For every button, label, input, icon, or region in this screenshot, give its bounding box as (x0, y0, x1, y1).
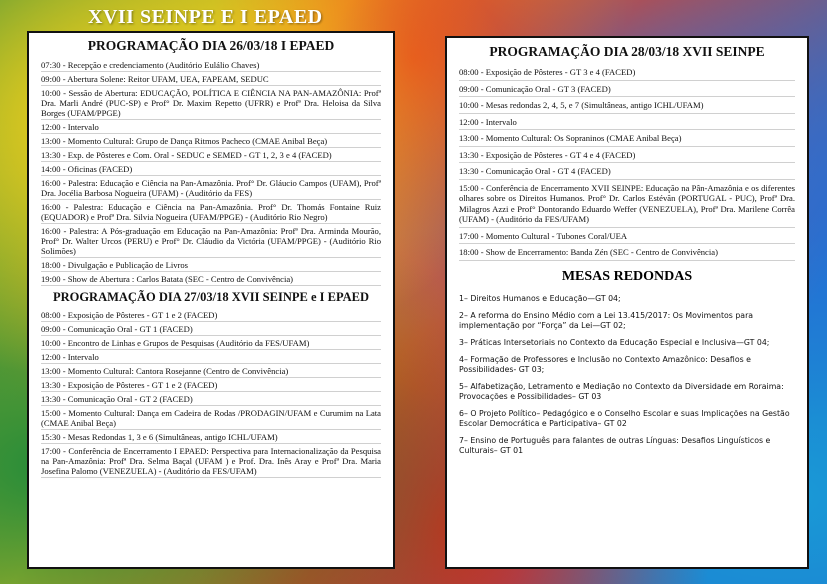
schedule-item: 15:30 - Mesas Redondas 1, 3 e 6 (Simultâneas, antigo ICHL/UFAM) (41, 430, 381, 444)
program-panel-right (445, 36, 809, 569)
schedule-item: 13:00 - Momento Cultural: Cantora Rosejanne (Centro de Convivência) (41, 364, 381, 378)
schedule-item: 13:00 - Momento Cultural: Grupo de Dança Ritmos Pacheco (CMAE Anibal Beça) (41, 134, 381, 148)
schedule-item: 10:00 - Encontro de Linhas e Grupos de Pesquisas (Auditório da FES/UFAM) (41, 336, 381, 350)
day3-heading: PROGRAMAÇÃO DIA 28/03/18 XVII SEINPE (489, 44, 765, 59)
schedule-item: 17:00 - Momento Cultural - Tubones Coral/UEA (459, 228, 795, 245)
schedule-item: 10:00 - Sessão de Abertura: EDUCAÇÃO, POLÍTICA E CIÊNCIA NA PAN-AMAZÔNIA: Profª Dra. Marli André (PUC-SP) e Prof° Dr. Maxim Repetto (UFRR) e Profª Dra. Heloisa da Silva Borges (UFAM/PPGE) (41, 88, 381, 118)
schedule-item: 15:00 - Conferência de Encerramento XVII SEINPE: Educação na Pân-Amazônia e os diferentes olhares sobre os Direitos Humanos. Prof° Dr. Carlos Estévãn (PORTUGAL - PUC), Profª Dra. Milagros Azzi e Prof° Dontorando Eduardo Weffer (VENEZUELA), Profª Dra. Marilene Corrêa (UFAM) - (Auditório da FES/UFAM) (459, 180, 795, 228)
schedule-item: 13:30 - Comunicação Oral - GT 2 (FACED) (41, 392, 381, 406)
day1-heading: PROGRAMAÇÃO DIA 26/03/18 I EPAED (87, 38, 335, 53)
mesa-item: 1– Direitos Humanos e Educação—GT 04; (459, 293, 621, 303)
program-panel-left (27, 31, 395, 569)
mesa-item: 7– Ensino de Português para falantes de outras Línguas: Desafios Linguísticos e Culturais– GT 01 (459, 435, 771, 455)
mesa-item: 4– Formação de Professores e Inclusão no Contexto Amazônico: Desafios e Possibilidades- GT 03; (459, 354, 751, 374)
schedule-item: 08:00 - Exposição de Pôsteres - GT 1 e 2 (FACED) (41, 308, 381, 322)
schedule-item: 13:30 - Exposição de Pôsteres - GT 1 e 2 (FACED) (41, 378, 381, 392)
schedule-item: 13:00 - Momento Cultural: Os Sopraninos (CMAE Anibal Beça) (459, 130, 795, 147)
schedule-item: 12:00 - Intervalo (41, 350, 381, 364)
schedule-item: 18:00 - Divulgação e Publicação de Livros (41, 258, 381, 272)
schedule-item: 09:00 - Comunicação Oral - GT 3 (FACED) (459, 81, 795, 98)
schedule-item: 09:00 - Comunicação Oral - GT 1 (FACED) (41, 322, 381, 336)
schedule-item: 14:00 - Oficinas (FACED) (41, 162, 381, 176)
schedule-item: 16:00 - Palestra: A Pós-graduação em Educação na Pan-Amazônia: Profª Dra. Arminda Mourão, Prof° Dr. Walter Urcos (PERU) e Prof° Dr. Cláudio da Victória (UFAM/PPGE) - (Auditório Rio Solimões) (41, 226, 381, 256)
mesa-item: 5– Alfabetização, Letramento e Mediação no Contexto da Diversidade em Roraima: Provocações e Possibilidades– GT 03 (459, 381, 784, 401)
schedule-item: 16:00 - Palestra: Educação e Ciência na Pan-Amazônia. Prof° Dr. Gláucio Campos (UFAM), Profª Dra. Jocélia Barbosa Nogueira (UFAM) - (Auditório da FES) (41, 178, 381, 198)
schedule-item: 12:00 - Intervalo (41, 120, 381, 134)
schedule-item: 19:00 - Show de Abertura : Carlos Batata (SEC - Centro de Convivência) (41, 272, 381, 286)
mesas-heading: MESAS REDONDAS (561, 268, 693, 284)
day3-list (459, 64, 795, 261)
schedule-item: 15:00 - Momento Cultural: Dança em Cadeira de Rodas /PRODAGIN/UFAM e Curumim na Lata (CMAE Anibal Beça) (41, 408, 381, 428)
mesa-item: 6– O Projeto Político– Pedagógico e o Conselho Escolar e suas Implicações na Gestão Escolar Democrática e Participativa– GT 02 (459, 408, 790, 428)
schedule-item: 07:30 - Recepção e credenciamento (Auditório Eulálio Chaves) (41, 58, 381, 72)
schedule-item: 16:00 - Palestra: Educação e Ciência na Pan-Amazônia. Prof° Dr. Thomás Fontaine Ruiz (EQUADOR) e Profª Dra. Silvia Nogueira (UFAM/PPGE) - (Auditório Rio Negro) (41, 202, 381, 222)
day2-heading: PROGRAMAÇÃO DIA 27/03/18 XVII SEINPE e I EPAED (52, 290, 370, 304)
schedule-item: 08:00 - Exposição de Pôsteres - GT 3 e 4 (FACED) (459, 64, 795, 81)
mesas-list (459, 291, 795, 460)
schedule-item: 09:00 - Abertura Solene: Reitor UFAM, UEA, FAPEAM, SEDUC (41, 72, 381, 86)
day2-list (41, 308, 381, 478)
event-banner: XVII SEINPE E I EPAED (88, 6, 323, 28)
day1-list (41, 58, 381, 286)
schedule-item: 13:30 - Comunicação Oral - GT 4 (FACED) (459, 163, 795, 180)
mesa-item: 3– Práticas Intersetoriais no Contexto da Educação Especial e Inclusiva—GT 04; (459, 337, 770, 347)
schedule-item: 13:30 - Exp. de Pôsteres e Com. Oral - SEDUC e SEMED - GT 1, 2, 3 e 4 (FACED) (41, 148, 381, 162)
schedule-item: 12:00 - Intervalo (459, 114, 795, 131)
schedule-item: 13:30 - Exposição de Pôsteres - GT 4 e 4 (FACED) (459, 147, 795, 164)
schedule-item: 10:00 - Mesas redondas 2, 4, 5, e 7 (Simultâneas, antigo ICHL/UFAM) (459, 97, 795, 114)
schedule-item: 17:00 - Conferência de Encerramento I EPAED: Perspectiva para Internacionalização da Pesquisa na Pan-Amazônia: Profª Dra. Selma Baçal (UFAM ) e Prof. Dra. Inês Aray e Profª Dra. Maria Josefina Palomo (VENEZUELA) - (Auditório da FES/UFAM) (41, 446, 381, 476)
mesa-item: 2– A reforma do Ensino Médio com a Lei 13.415/2017: Os Movimentos para implementação por “Força” da Lei—GT 02; (459, 310, 754, 330)
schedule-item: 18:00 - Show de Encerramento: Banda Zén (SEC - Centro de Convivência) (459, 244, 795, 261)
